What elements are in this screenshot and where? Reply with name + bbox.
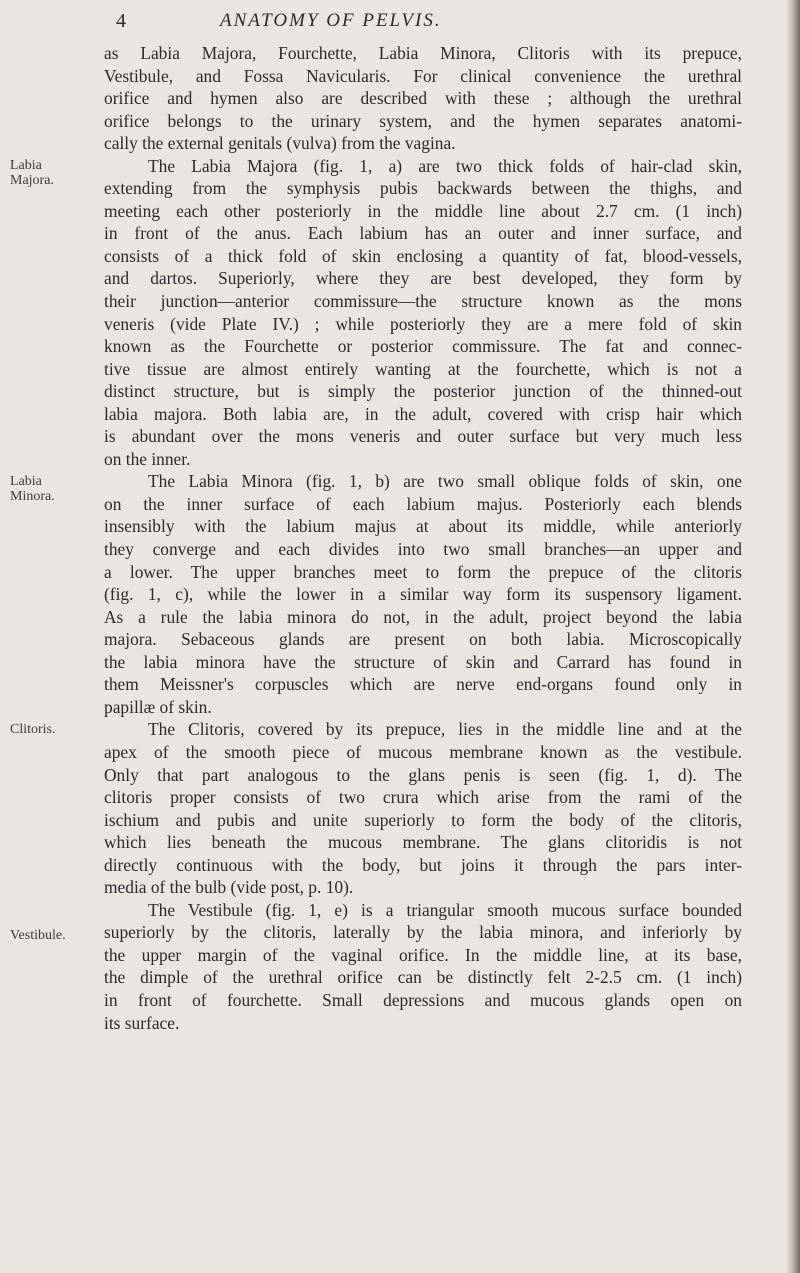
text-line: their junction—anterior commissure—the structure known as the mons xyxy=(104,291,742,312)
text-line: in front of fourchette. Small depressions and mucous glands open on xyxy=(104,989,742,1010)
text-line: on the inner surface of each labium majus. Posteriorly each blends xyxy=(104,493,742,514)
text-line: extending from the symphysis pubis backwards between the thighs, and xyxy=(104,178,742,199)
text-line: in front of the anus. Each labium has an outer and inner surface, and xyxy=(104,223,742,244)
text-line: directly continuous with the body, but joins it through the pars inter- xyxy=(104,854,742,875)
text-line: as Labia Majora, Fourchette, Labia Minora, Clitoris with its prepuce, xyxy=(104,43,742,63)
margin-note-line: Vestibule. xyxy=(10,928,66,943)
text-line: cally the external genitals (vulva) from the vagina. xyxy=(104,133,456,154)
text-line: majora. Sebaceous glands are present on both labia. Microscopically xyxy=(104,629,742,650)
text-line: (fig. 1, c), while the lower in a similar way form its suspensory ligament. xyxy=(104,584,742,605)
text-line: consists of a thick fold of skin enclosing a quantity of fat, blood-vessels, xyxy=(104,245,742,266)
text-line: apex of the smooth piece of mucous membrane known as the vestibule. xyxy=(104,741,742,762)
text-line: its surface. xyxy=(104,1012,180,1033)
text-line: is abundant over the mons veneris and outer surface but very much less xyxy=(104,426,742,447)
margin-note-clitoris xyxy=(10,722,56,737)
text-line: media of the bulb (vide post, p. 10). xyxy=(104,877,354,898)
text-line: veneris (vide Plate IV.) ; while posteriorly they are a mere fold of skin xyxy=(104,313,742,334)
page-header xyxy=(0,10,800,40)
margin-note-line: Majora. xyxy=(10,173,54,188)
text-line: labia majora. Both labia are, in the adult, covered with crisp hair which xyxy=(104,403,742,424)
margin-note-labia-minora xyxy=(10,474,55,504)
text-line: distinct structure, but is simply the posterior junction of the thinned-out xyxy=(104,381,742,402)
page-number: 4 xyxy=(116,10,126,32)
text-line: tive tissue are almost entirely wanting at the fourchette, which is not a xyxy=(104,358,742,379)
text-line: insensibly with the labium majus at about its middle, while anteriorly xyxy=(104,516,742,537)
text-line: orifice belongs to the urinary system, and the hymen separates anatomi- xyxy=(104,110,742,131)
margin-note-line: Labia xyxy=(10,474,42,489)
margin-note-line: Clitoris. xyxy=(10,722,56,737)
running-head: ANATOMY OF PELVIS. xyxy=(220,10,442,31)
text-line: clitoris proper consists of two crura which arise from the rami of the xyxy=(104,787,742,808)
text-line: the dimple of the urethral orifice can be distinctly felt 2-2.5 cm. (1 inch) xyxy=(104,967,742,988)
text-line: The Labia Majora (fig. 1, a) are two thick folds of hair-clad skin, xyxy=(148,155,742,176)
text-line: known as the Fourchette or posterior commissure. The fat and connec- xyxy=(104,336,742,357)
text-line: As a rule the labia minora do not, in the adult, project beyond the labia xyxy=(104,606,742,627)
text-line: superiorly by the clitoris, laterally by the labia minora, and inferiorly by xyxy=(104,922,742,943)
text-line: Vestibule, and Fossa Navicularis. For clinical convenience the urethral xyxy=(104,65,742,86)
text-line: the labia minora have the structure of skin and Carrard has found in xyxy=(104,651,742,672)
text-line: a lower. The upper branches meet to form the prepuce of the clitoris xyxy=(104,561,742,582)
text-line: meeting each other posteriorly in the middle line about 2.7 cm. (1 inch) xyxy=(104,200,742,221)
page-edge-shadow xyxy=(786,0,800,1273)
text-line: which lies beneath the mucous membrane. The glans clitoridis is not xyxy=(104,832,742,853)
text-line: The Vestibule (fig. 1, e) is a triangular smooth mucous surface bounded xyxy=(148,899,742,920)
text-line: them Meissner's corpuscles which are nerve end-organs found only in xyxy=(104,674,742,695)
text-line: they converge and each divides into two small branches—an upper and xyxy=(104,539,742,560)
text-line: ischium and pubis and unite superiorly to form the body of the clitoris, xyxy=(104,809,742,830)
margin-note-line: Minora. xyxy=(10,489,55,504)
text-line: the upper margin of the vaginal orifice. In the middle line, at its base, xyxy=(104,944,742,965)
text-line: Only that part analogous to the glans penis is seen (fig. 1, d). The xyxy=(104,764,742,785)
text-line: on the inner. xyxy=(104,448,191,469)
text-line: The Clitoris, covered by its prepuce, lies in the middle line and at the xyxy=(148,719,742,740)
text-line: papillæ of skin. xyxy=(104,696,212,717)
body-text xyxy=(104,42,742,1034)
margin-note-vestibule xyxy=(10,928,66,943)
margin-note-labia-majora xyxy=(10,158,54,188)
text-line: orifice and hymen also are described with these ; although the urethral xyxy=(104,88,742,109)
text-line: and dartos. Superiorly, where they are best developed, they form by xyxy=(104,268,742,289)
margin-note-line: Labia xyxy=(10,158,42,173)
text-line: The Labia Minora (fig. 1, b) are two small oblique folds of skin, one xyxy=(148,471,742,492)
